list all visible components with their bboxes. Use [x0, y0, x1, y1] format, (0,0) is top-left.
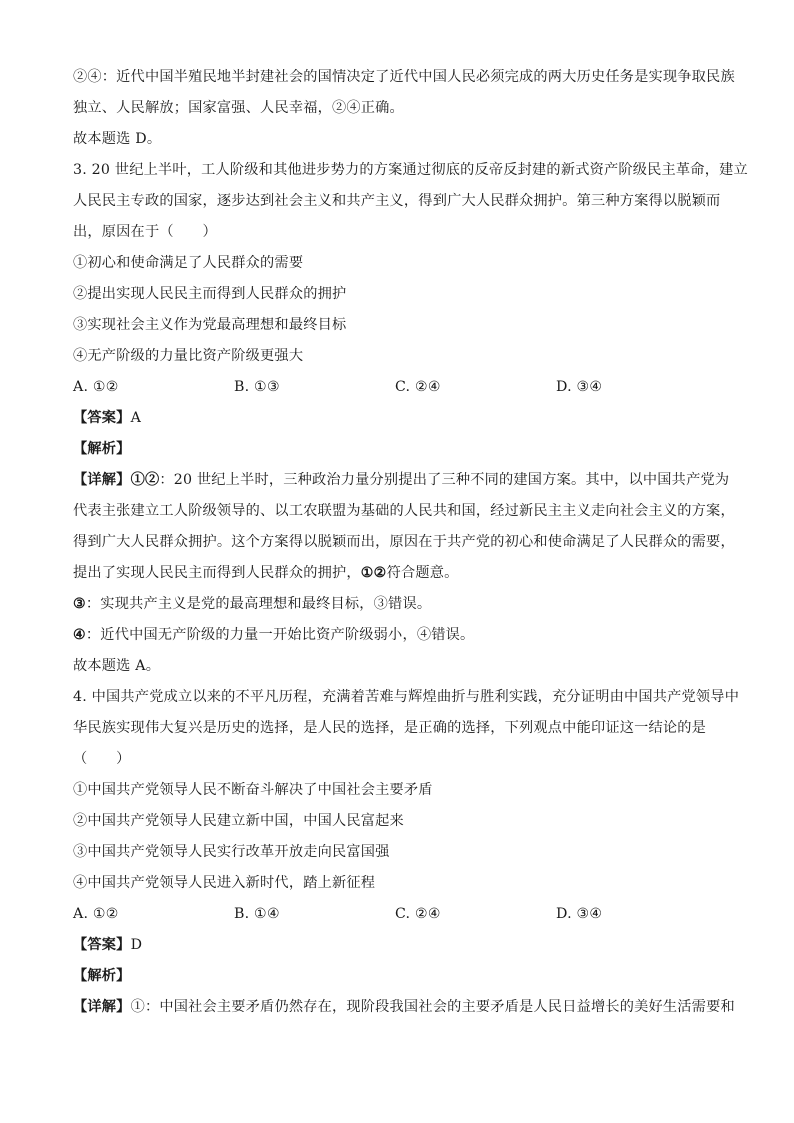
- q4-stem-line-3: （ ）: [73, 751, 131, 767]
- answer-value: D: [130, 937, 143, 953]
- q3-conclusion: 故本题选 A。: [73, 658, 161, 674]
- detail-text: ①：中国社会主要矛盾仍然存在，现阶段我国社会的主要矛盾是人民日益增长的美好生活需要和: [130, 999, 735, 1015]
- q4-choice-b: B. ①④: [234, 906, 280, 922]
- q4-choice-a: A. ①②: [73, 906, 119, 922]
- q3-stem-line-1: 3. 20 世纪上半叶，工人阶级和其他进步势力的方案通过彻底的反帝反封建的新式资产阶级民主革命，建立: [73, 162, 748, 178]
- detail-text: ：20 世纪上半时，三种政治力量分别提出了三种不同的建国方案。其中，以中国共产党为: [159, 472, 730, 488]
- q4-option-3: ③中国共产党领导人民实行改革开放走向民富国强: [73, 844, 390, 860]
- q3-analysis-heading: [73, 434, 723, 465]
- detail-tag: 【详解】: [73, 999, 131, 1015]
- prev-analysis-line-2: 独立、人民解放；国家富强、人民幸福，②④正确。: [73, 100, 404, 116]
- detail-tag: 【详解】: [73, 472, 131, 488]
- q4-option-1: ①中国共产党领导人民不断奋斗解决了中国社会主要矛盾: [73, 782, 433, 798]
- q3-detail-line-6: [73, 620, 723, 651]
- q3-detail-line-3: 得到广大人民群众拥护。这个方案得以脱颖而出，原因在于共产党的初心和使命满足了人民群众的需要，: [73, 534, 735, 550]
- detail-lead: ①②: [360, 565, 387, 581]
- detail-lead: ①②: [130, 472, 160, 488]
- analysis-tag: 【解析】: [73, 441, 131, 457]
- q3-option-2: ②提出实现人民民主而得到人民群众的拥护: [73, 286, 347, 302]
- q3-option-4: ④无产阶级的力量比资产阶级更强大: [73, 348, 304, 364]
- q3-detail-line-1: [73, 465, 730, 496]
- q3-option-1: ①初心和使命满足了人民群众的需要: [73, 255, 304, 271]
- document-page: [73, 62, 748, 1023]
- detail-text: ：近代中国无产阶级的力量一开始比资产阶级弱小，④错误。: [85, 627, 475, 643]
- prev-analysis-line-1: ②④：近代中国半殖民地半封建社会的国情决定了近代中国人民必须完成的两大历史任务是实现争取民族: [73, 69, 735, 85]
- answer-tag: 【答案】: [73, 937, 131, 953]
- q3-detail-line-4: [73, 558, 723, 589]
- q4-option-2: ②中国共产党领导人民建立新中国，中国人民富起来: [73, 813, 404, 829]
- q3-stem-line-2: 人民民主专政的国家，逐步达到社会主义和共产主义，得到广大人民群众拥护。第三种方案得以脱颖而: [73, 193, 721, 209]
- q4-answer: [73, 930, 723, 961]
- q4-choices: [73, 899, 723, 930]
- detail-text: ：实现共产主义是党的最高理想和最终目标，③错误。: [85, 596, 432, 612]
- detail-text: 提出了实现人民民主而得到人民群众的拥护，: [73, 565, 361, 581]
- prev-conclusion: 故本题选 D。: [73, 131, 162, 147]
- q3-answer: [73, 403, 723, 434]
- q3-option-3: ③实现社会主义作为党最高理想和最终目标: [73, 317, 347, 333]
- q4-choice-c: C. ②④: [395, 906, 441, 922]
- answer-value: A: [130, 410, 142, 426]
- q4-stem-line-1: 4. 中国共产党成立以来的不平凡历程，充满着苦难与辉煌曲折与胜利实践，充分证明由中国共产党领导中: [73, 689, 740, 705]
- analysis-tag: 【解析】: [73, 968, 131, 984]
- q3-choice-c: C. ②④: [395, 379, 441, 395]
- q3-detail-line-2: 代表主张建立工人阶级领导的、以工农联盟为基础的人民共和国，经过新民主主义走向社会主义的方案，: [73, 503, 735, 519]
- q4-analysis-heading: [73, 961, 723, 992]
- q4-choice-d: D. ③④: [556, 906, 603, 922]
- q3-stem-line-3: 出，原因在于（ ）: [73, 224, 217, 240]
- q3-detail-line-5: [73, 589, 723, 620]
- q3-choice-b: B. ①③: [234, 379, 280, 395]
- detail-text: 符合题意。: [386, 565, 459, 581]
- q3-choices: [73, 372, 723, 403]
- detail-lead: ③: [73, 596, 86, 612]
- detail-lead: ④: [73, 627, 86, 643]
- q3-choice-d: D. ③④: [556, 379, 603, 395]
- q4-stem-line-2: 华民族实现伟大复兴是历史的选择，是人民的选择，是正确的选择，下列观点中能印证这一结论的是: [73, 720, 707, 736]
- q4-option-4: ④中国共产党领导人民进入新时代，踏上新征程: [73, 875, 376, 891]
- answer-tag: 【答案】: [73, 410, 131, 426]
- q3-choice-a: A. ①②: [73, 379, 119, 395]
- q4-detail-line-1: [73, 992, 735, 1023]
